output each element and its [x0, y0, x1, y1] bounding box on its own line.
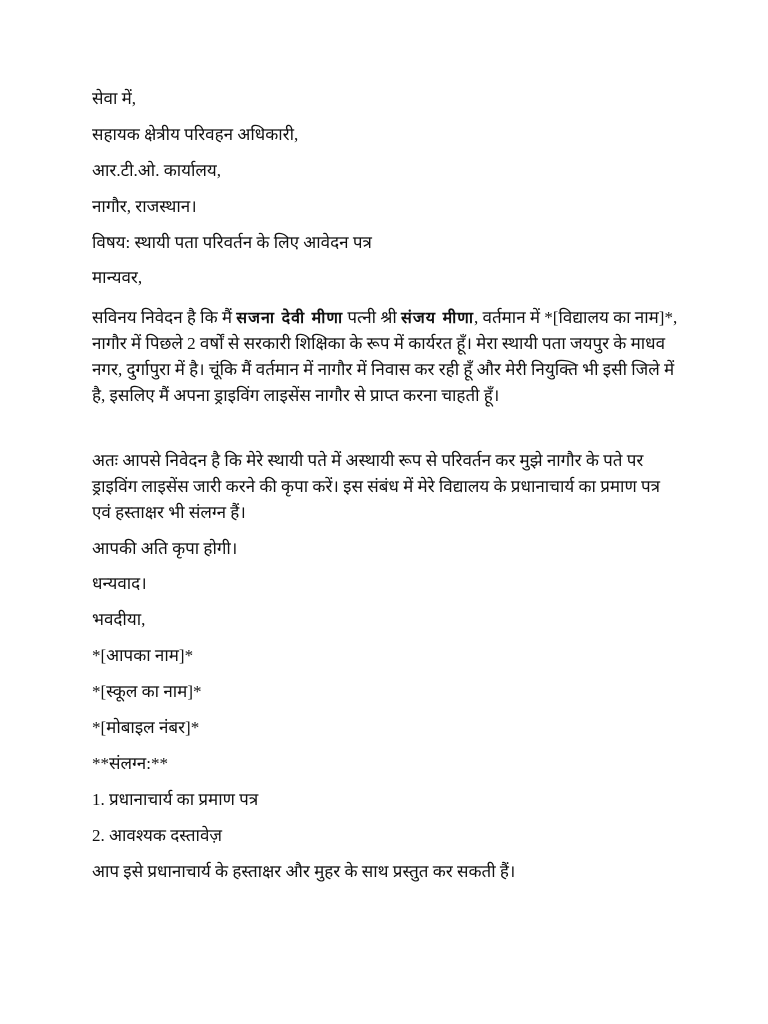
closing-line: भवदीया, [92, 610, 146, 629]
sender-name-placeholder: *[आपका नाम]* [92, 646, 194, 665]
husband-name: संजय मीणा [401, 308, 474, 327]
kindness-line: आपकी अति कृपा होगी। [92, 539, 238, 558]
body-paragraph-2: अतः आपसे निवेदन है कि मेरे स्थायी पते में अस्थायी रूप से परिवर्तन कर मुझे नागौर के पते पर ड्राइविंग लाइसेंस जारी करने की कृपा करें। इस संबंध में मेरे विद्यालय के प्रधानाचार्य का प्रमाण पत्र एवं हस्ताक्षर भी संलग्न हैं। [92, 451, 661, 522]
school-name-placeholder: *[स्कूल का नाम]* [92, 682, 202, 701]
thanks-line: धन्यवाद। [92, 574, 147, 593]
para1-end: , वर्तमान में *[विद्यालय का नाम]*, नागौर में पिछले 2 वर्षों से सरकारी शिक्षिका के रूप में कार्यरत हूँ। मेरा स्थायी पता जयपुर के माधव नगर, दुर्गापुरा में है। चूंकि मैं वर्तमान में नागौर में निवास कर रही हूँ और मेरी नियुक्ति भी इसी जिले में है, इसलिए मैं अपना ड्राइविंग लाइसेंस नागौर से प्राप्त करना चाहती हूँ। [92, 308, 678, 405]
applicant-name: सजना देवी मीणा [236, 308, 344, 327]
attachment-item-1: 1. प्रधानाचार्य का प्रमाण पत्र [92, 790, 259, 809]
subject-line: विषय: स्थायी पता परिवर्तन के लिए आवेदन पत्र [92, 233, 372, 252]
salutation: मान्यवर, [92, 268, 143, 287]
attachments-heading: **संलग्न:** [92, 754, 168, 773]
recipient-city: नागौर, राजस्थान। [92, 197, 197, 216]
recipient-office: आर.टी.ओ. कार्यालय, [92, 161, 222, 180]
para1-start: सविनय निवेदन है कि मैं [92, 308, 237, 327]
recipient-officer: सहायक क्षेत्रीय परिवहन अधिकारी, [92, 125, 299, 144]
recipient-greeting: सेवा में, [92, 89, 137, 108]
attachment-item-2: 2. आवश्यक दस्तावेज़ [92, 826, 223, 845]
footer-note: आप इसे प्रधानाचार्य के हस्ताक्षर और मुहर के साथ प्रस्तुत कर सकती हैं। [92, 862, 516, 881]
mobile-placeholder: *[मोबाइल नंबर]* [92, 718, 200, 737]
body-paragraph-1 [92, 305, 682, 409]
para1-mid: पत्नी श्री [343, 308, 402, 327]
